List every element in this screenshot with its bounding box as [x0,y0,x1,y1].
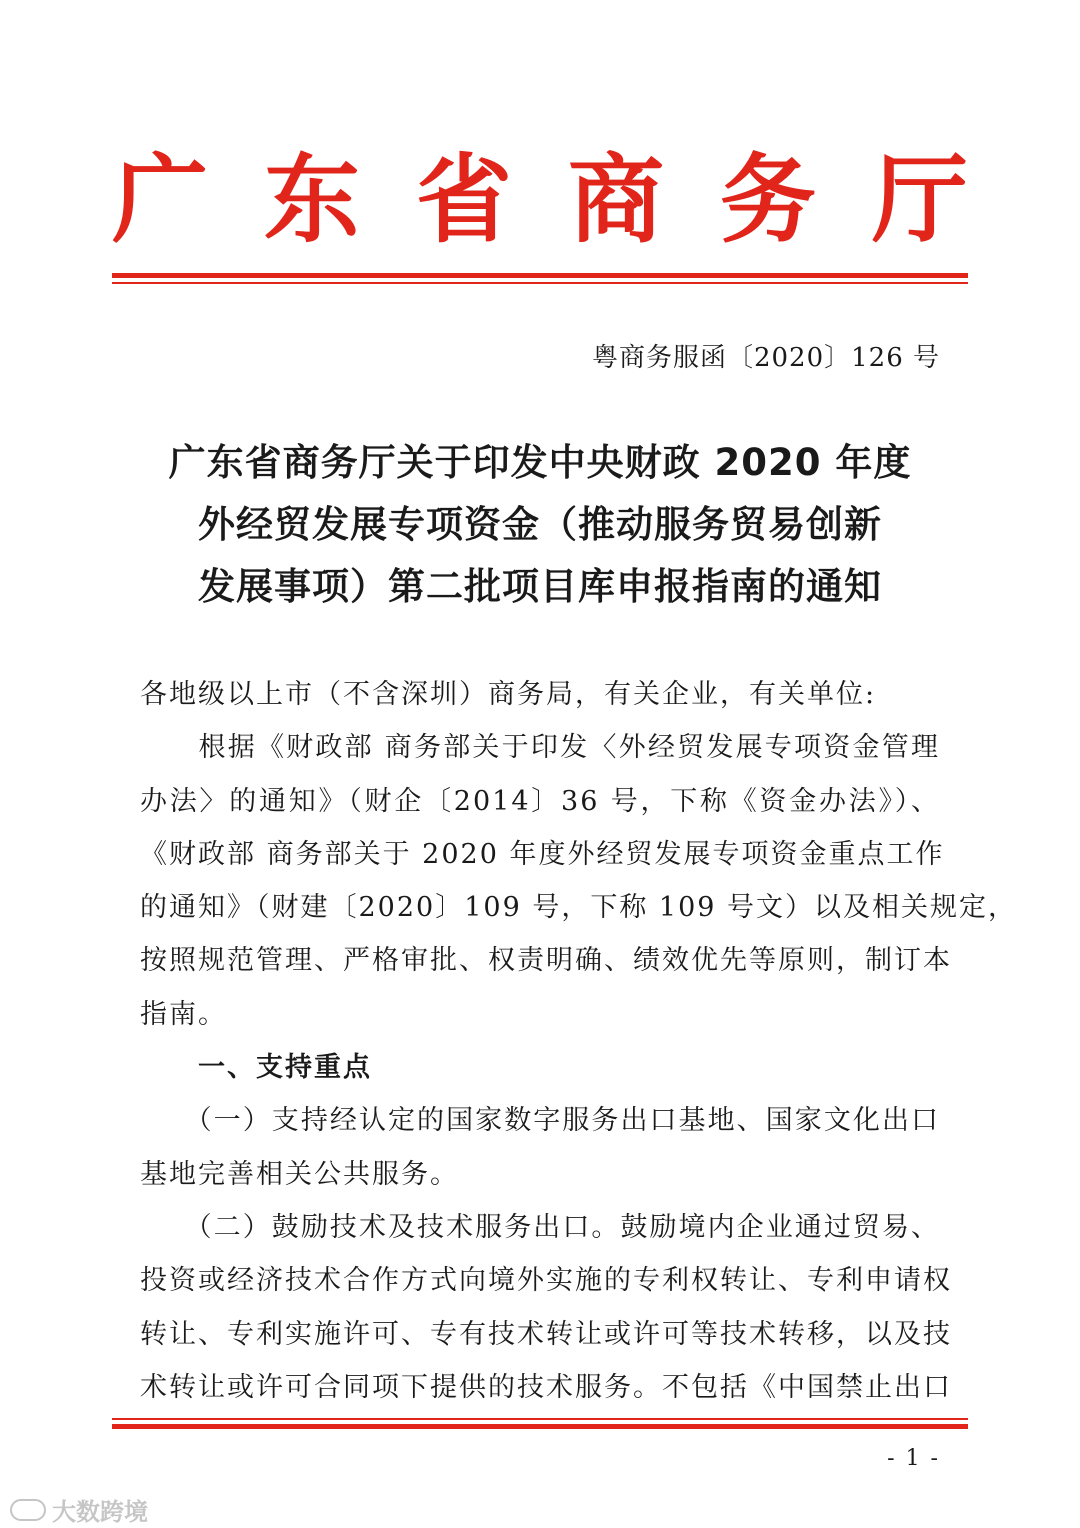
footer-red-rule-thin [112,1418,968,1420]
document-body [140,668,1018,1414]
page-number: - 1 - [887,1446,940,1471]
watermark [10,1492,148,1527]
salutation-line: 各地级以上市（不含深圳）商务局，有关企业，有关单位: [140,679,877,710]
title-line: 发展事项）第二批项目库申报指南的通知 [198,565,882,608]
document-title [140,432,940,618]
title-line: 外经贸发展专项资金（推动服务贸易创新 [198,503,882,546]
section-heading: 一、支持重点 [140,1052,372,1084]
watermark-logo-icon [10,1499,46,1521]
header-red-rule-thick [112,273,968,278]
masthead-char: 省 [416,143,512,256]
body-line: 的通知》（财建〔2020〕109 号，下称 109 号文）以及相关规定， [140,892,1018,924]
masthead-char: 东 [264,143,360,256]
body-line: 基地完善相关公共服务。 [140,1158,459,1190]
title-line: 广东省商务厅关于印发中央财政 2020 年度 [168,441,912,484]
masthead-char: 厅 [872,143,968,256]
masthead-char: 商 [568,143,664,256]
watermark-text: 大数跨境 [52,1498,148,1526]
header-red-rule-thin [112,282,968,284]
body-line: 《财政部 商务部关于 2020 年度外经贸发展专项资金重点工作 [140,838,945,870]
masthead-title [112,140,968,260]
body-line: 办法〉的通知》（财企〔2014〕36 号，下称《资金办法》）、 [140,785,940,817]
body-line: 指南。 [140,998,227,1030]
body-line: 根据《财政部 商务部关于印发〈外经贸发展专项资金管理 [140,732,940,764]
body-line: 投资或经济技术合作方式向境外实施的专利权转让、专利申请权 [140,1265,952,1297]
body-line: 转让、专利实施许可、专有技术转让或许可等技术转移，以及技 [140,1318,952,1350]
footer-red-rule-thick [112,1424,968,1429]
masthead-char: 务 [720,143,816,256]
body-line: （一）支持经认定的国家数字服务出口基地、国家文化出口 [140,1105,940,1137]
masthead-char: 广 [112,143,208,256]
body-line: 按照规范管理、严格审批、权责明确、绩效优先等原则，制订本 [140,945,952,977]
body-line: 术转让或许可合同项下提供的技术服务。不包括《中国禁止出口 [140,1371,952,1403]
document-number: 粤商务服函〔2020〕126 号 [591,343,940,373]
body-line: （二）鼓励技术及技术服务出口。鼓励境内企业通过贸易、 [140,1211,940,1243]
